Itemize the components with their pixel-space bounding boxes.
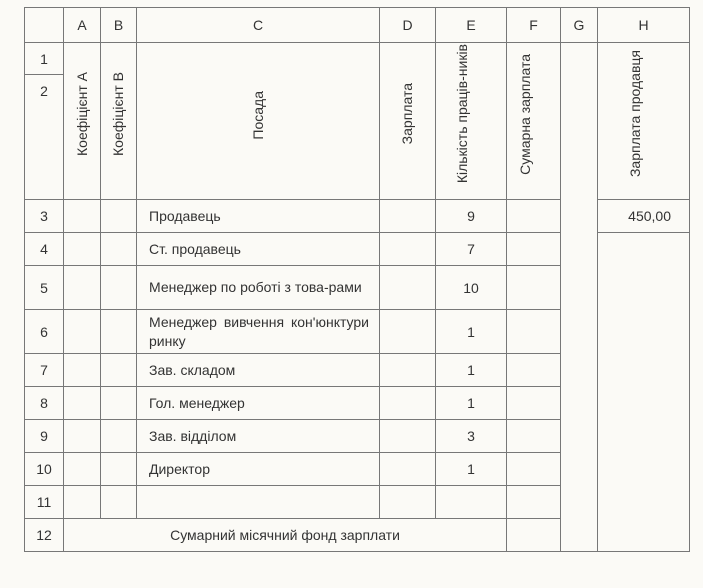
row-number[interactable]: 11 — [25, 486, 64, 519]
row-number[interactable]: 2 — [25, 75, 64, 200]
col-header-h[interactable]: H — [598, 8, 690, 43]
count-cell[interactable]: 7 — [436, 233, 507, 266]
position-cell[interactable]: Менеджер вивчення кон'юнктури ринку — [137, 310, 380, 354]
row-number[interactable]: 4 — [25, 233, 64, 266]
header-cell-f[interactable] — [507, 43, 561, 200]
position-cell[interactable]: Гол. менеджер — [137, 387, 380, 420]
count-cell[interactable] — [436, 486, 507, 519]
col-header-b[interactable]: B — [101, 8, 137, 43]
cell-f[interactable] — [507, 233, 561, 266]
header-cell-h[interactable] — [598, 43, 690, 200]
cell-f[interactable] — [507, 519, 561, 552]
header-cell-a[interactable] — [64, 43, 101, 200]
table-row — [25, 43, 690, 75]
row-number[interactable]: 8 — [25, 387, 64, 420]
column-g-cell[interactable] — [561, 43, 598, 552]
cell-d[interactable] — [380, 420, 436, 453]
cell-f[interactable] — [507, 354, 561, 387]
header-cell-d[interactable] — [380, 43, 436, 200]
count-cell[interactable]: 1 — [436, 453, 507, 486]
seller-salary-cell[interactable]: 450,00 — [598, 200, 690, 233]
header-cell-e[interactable] — [436, 43, 507, 200]
cell-b[interactable] — [101, 310, 137, 354]
header-label-c: Посада — [249, 90, 266, 140]
position-cell[interactable]: Продавець — [137, 200, 380, 233]
row-number[interactable]: 1 — [25, 43, 64, 75]
position-cell[interactable]: Ст. продавець — [137, 233, 380, 266]
count-cell[interactable]: 10 — [436, 266, 507, 310]
header-label-h: Зарплата продавця — [626, 50, 643, 178]
cell-a[interactable] — [64, 486, 101, 519]
col-header-f[interactable]: F — [507, 8, 561, 43]
count-cell[interactable]: 9 — [436, 200, 507, 233]
total-label-cell[interactable]: Сумарний місячний фонд зарплати — [64, 519, 507, 552]
cell-d[interactable] — [380, 486, 436, 519]
cell-d[interactable] — [380, 354, 436, 387]
col-header-a[interactable]: A — [64, 8, 101, 43]
cell-b[interactable] — [101, 387, 137, 420]
header-cell-b[interactable] — [101, 43, 137, 200]
cell-f[interactable] — [507, 200, 561, 233]
cell-d[interactable] — [380, 310, 436, 354]
cell-b[interactable] — [101, 233, 137, 266]
col-header-d[interactable]: D — [380, 8, 436, 43]
count-cell[interactable]: 1 — [436, 387, 507, 420]
cell-a[interactable] — [64, 200, 101, 233]
row-number[interactable]: 6 — [25, 310, 64, 354]
header-label-a: Коефіцієнт А — [73, 72, 90, 156]
spreadsheet-table — [24, 7, 690, 552]
cell-d[interactable] — [380, 266, 436, 310]
column-header-row — [25, 8, 690, 43]
cell-f[interactable] — [507, 453, 561, 486]
count-cell[interactable]: 3 — [436, 420, 507, 453]
row-number[interactable]: 7 — [25, 354, 64, 387]
cell-f[interactable] — [507, 486, 561, 519]
position-cell[interactable]: Директор — [137, 453, 380, 486]
count-cell[interactable]: 1 — [436, 354, 507, 387]
row-number[interactable]: 12 — [25, 519, 64, 552]
col-header-e[interactable]: E — [436, 8, 507, 43]
position-cell[interactable]: Менеджер по роботі з това-рами — [137, 266, 380, 310]
cell-a[interactable] — [64, 310, 101, 354]
row-number[interactable]: 10 — [25, 453, 64, 486]
cell-d[interactable] — [380, 453, 436, 486]
header-label-f: Сумарна зарплата — [516, 53, 533, 175]
cell-a[interactable] — [64, 233, 101, 266]
corner-cell[interactable] — [25, 8, 64, 43]
position-cell[interactable] — [137, 486, 380, 519]
col-header-c[interactable]: C — [137, 8, 380, 43]
header-cell-c[interactable] — [137, 43, 380, 200]
header-label-d: Зарплата — [399, 83, 416, 145]
header-label-e: Кількість праців-ників — [454, 44, 470, 184]
position-cell[interactable]: Зав. складом — [137, 354, 380, 387]
position-cell[interactable]: Зав. відділом — [137, 420, 380, 453]
cell-b[interactable] — [101, 200, 137, 233]
cell-b[interactable] — [101, 486, 137, 519]
cell-a[interactable] — [64, 354, 101, 387]
cell-b[interactable] — [101, 266, 137, 310]
row-number[interactable]: 3 — [25, 200, 64, 233]
cell-a[interactable] — [64, 453, 101, 486]
cell-a[interactable] — [64, 420, 101, 453]
cell-b[interactable] — [101, 453, 137, 486]
cell-a[interactable] — [64, 387, 101, 420]
header-label-b: Коефіцієнт В — [110, 72, 127, 156]
row-number[interactable]: 5 — [25, 266, 64, 310]
cell-a[interactable] — [64, 266, 101, 310]
count-cell[interactable]: 1 — [436, 310, 507, 354]
cell-f[interactable] — [507, 310, 561, 354]
cell-d[interactable] — [380, 233, 436, 266]
cell-b[interactable] — [101, 354, 137, 387]
cell-f[interactable] — [507, 387, 561, 420]
col-header-g[interactable]: G — [561, 8, 598, 43]
cell-b[interactable] — [101, 420, 137, 453]
cell-d[interactable] — [380, 200, 436, 233]
cell-d[interactable] — [380, 387, 436, 420]
column-h-cell[interactable] — [598, 233, 690, 552]
cell-f[interactable] — [507, 420, 561, 453]
cell-f[interactable] — [507, 266, 561, 310]
row-number[interactable]: 9 — [25, 420, 64, 453]
